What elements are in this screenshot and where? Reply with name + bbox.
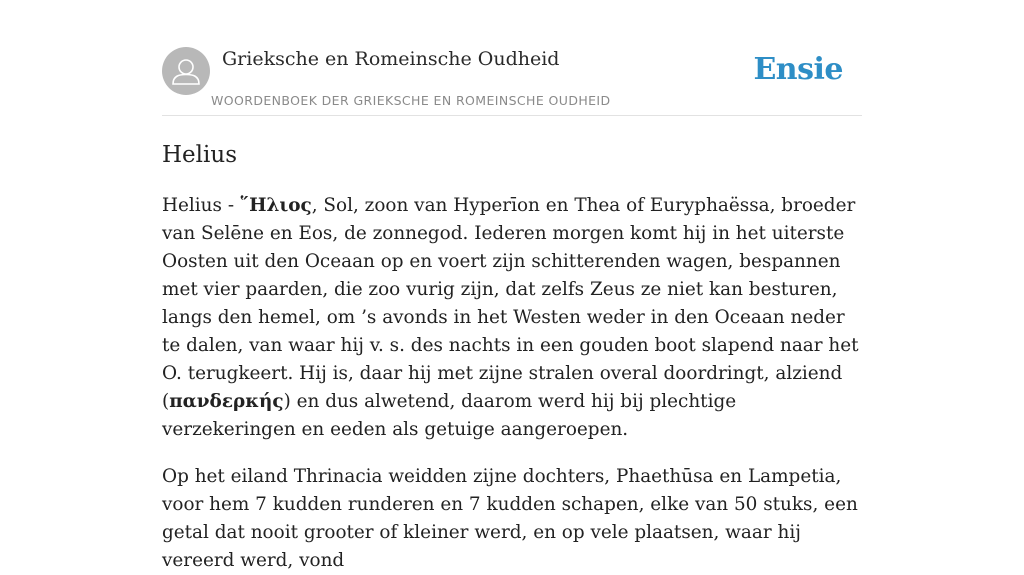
greek-term: ῞Ηλιος: [239, 195, 312, 216]
article-paragraph-1: [162, 192, 862, 444]
user-icon[interactable]: [162, 47, 210, 95]
paragraph-text: Helius -: [162, 195, 240, 216]
greek-term: πανδερκής: [169, 391, 284, 412]
site-title[interactable]: Grieksche en Romeinsche Oudheid: [222, 48, 560, 70]
ensie-logo[interactable]: Ensie: [753, 52, 843, 87]
site-subtitle[interactable]: WOORDENBOEK DER GRIEKSCHE EN ROMEINSCHE OUDHEID: [211, 93, 611, 108]
site-header: [162, 46, 862, 116]
page-title: Helius: [162, 142, 237, 168]
article-paragraph-2: Op het eiland Thrinacia weidden zijne dochters, Phaethūsa en Lampetia, voor hem 7 kudden runderen en 7 kudden schapen, elke van 50 stuks, een getal dat nooit grooter of kleiner werd, en op vele plaatsen, waar hij vereerd werd, vond: [162, 466, 858, 571]
paragraph-text: , Sol, zoon van Hyperīon en Thea of Euryphaëssa, broeder van Selēne en Eos, de zonnegod. Iederen morgen komt hij in het uiterste Oosten uit den Oceaan op en voert zijn schitterenden wagen, bespannen met vier paarden, die zoo vurig zijn, dat zelfs Zeus ze niet kan besturen, langs den hemel, om ’s avonds in het Westen weder in den Oceaan neder te dalen, van waar hij v. s. des nachts in een gouden boot slapend naar het O. terugkeert. Hij is, daar hij met zijne stralen overal doordringt, alziend (: [162, 195, 859, 412]
article: [162, 140, 862, 575]
paragraph-text: ) en dus alwetend, daarom werd hij bij plechtige verzekeringen en eeden als getuige aangeroepen.: [162, 391, 737, 440]
